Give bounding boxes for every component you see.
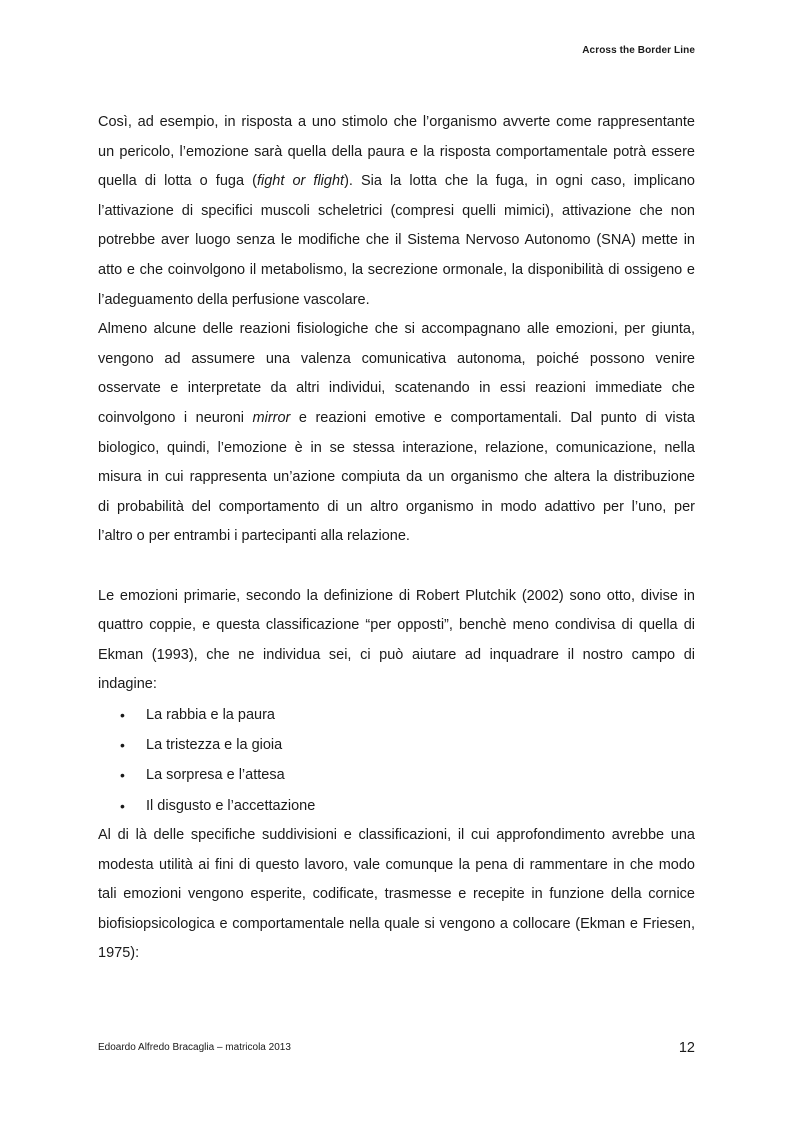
list-item [98, 760, 695, 790]
text-line: l’altro o per entrambi i partecipanti alla relazione. [98, 528, 410, 545]
bullet-icon: • [120, 706, 125, 723]
footer-author: Edoardo Alfredo Bracaglia – matricola 2013 [98, 1042, 291, 1053]
text-line: vengono ad assumere una valenza comunicativa autonoma, poiché possono venire [98, 350, 695, 367]
paragraph-1 [98, 108, 695, 315]
text-line: l’adeguamento della perfusione vascolare. [98, 291, 370, 308]
bullet-icon: • [120, 737, 125, 754]
text-segment: coinvolgono i neuroni [98, 409, 253, 426]
list-item [98, 700, 695, 730]
running-header: Across the Border Line [582, 45, 695, 56]
text-line: misura in cui rappresenta un’azione compiuta da un organismo che altera la distribuzione [98, 469, 695, 486]
text-line: Così, ad esempio, in risposta a uno stimolo che l’organismo avverte come rappresentante [98, 114, 695, 130]
italic-term: fight or flight [256, 173, 345, 190]
text-line: biofisiopsicologica e comportamentale nella quale si vengono a collocare (Ekman e Friesen, [98, 915, 695, 932]
list-item-text: La tristezza e la gioia [146, 737, 283, 754]
text-line [98, 404, 695, 434]
text-line: un pericolo, l’emozione sarà quella della paura e la risposta comportamentale potrà essere [98, 143, 695, 160]
text-line: Ekman (1993), che ne individua sei, ci può aiutare ad inquadrare il nostro campo di [98, 646, 695, 663]
bullet-icon: • [120, 797, 125, 814]
text-line: quattro coppie, e questa classificazione “per opposti”, benchè meno condivisa di quella di [98, 617, 695, 634]
text-line: Le emozioni primarie, secondo la definizione di Robert Plutchik (2002) sono otto, divise in [98, 587, 695, 604]
text-line: di probabilità del comportamento di un altro organismo in modo adattivo per l’uno, per [98, 498, 695, 515]
text-line: potrebbe aver luogo senza le modifiche che il Sistema Nervoso Autonomo (SNA) mette in [98, 232, 695, 249]
list-item-text: Il disgusto e l’accettazione [146, 797, 316, 814]
paragraph-spacer [98, 552, 695, 582]
text-line: 1975): [98, 945, 140, 962]
list-item [98, 730, 695, 760]
text-line: osservate e interpretate da altri individui, scatenando in essi reazioni immediate che [98, 380, 695, 397]
list-item-text: La sorpresa e l’attesa [146, 767, 285, 784]
text-line: l’attivazione di specifici muscoli scheletrici (compresi quelli mimici), attivazione che non [98, 202, 695, 219]
text-line: Al di là delle specifiche suddivisioni e classificazioni, il cui approfondimento avrebbe una [98, 827, 695, 844]
paragraph-2 [98, 315, 695, 552]
emotion-pairs-list [98, 700, 695, 821]
paragraph-4 [98, 821, 695, 969]
text-line: atto e che coinvolgono il metabolismo, la secrezione ormonale, la disponibilità di ossigeno e [98, 261, 695, 278]
text-segment: e reazioni emotive e comportamentali. Dal punto di vista [290, 409, 695, 426]
text-line [98, 167, 695, 197]
text-segment: ). Sia la lotta che la fuga, in ogni caso, implicano [344, 173, 695, 190]
paragraph-3 [98, 582, 695, 700]
list-item-text: La rabbia e la paura [146, 706, 275, 723]
page-body [98, 108, 695, 969]
text-line: biologico, quindi, l’emozione è in se stessa interazione, relazione, comunicazione, nella [98, 439, 695, 456]
page-number: 12 [678, 1040, 695, 1056]
text-line: indagine: [98, 676, 157, 693]
text-line: Almeno alcune delle reazioni fisiologiche che si accompagnano alle emozioni, per giunta, [98, 321, 695, 338]
italic-term: mirror [252, 409, 291, 426]
text-line: modesta utilità ai fini di questo lavoro, vale comunque la pena di rammentare in che modo [98, 856, 695, 873]
text-segment: quella di lotta o fuga ( [98, 173, 257, 190]
list-item [98, 791, 695, 821]
text-line: tali emozioni vengono esperite, codificate, trasmesse e recepite in funzione della cornice [98, 886, 695, 903]
bullet-icon: • [120, 767, 125, 784]
